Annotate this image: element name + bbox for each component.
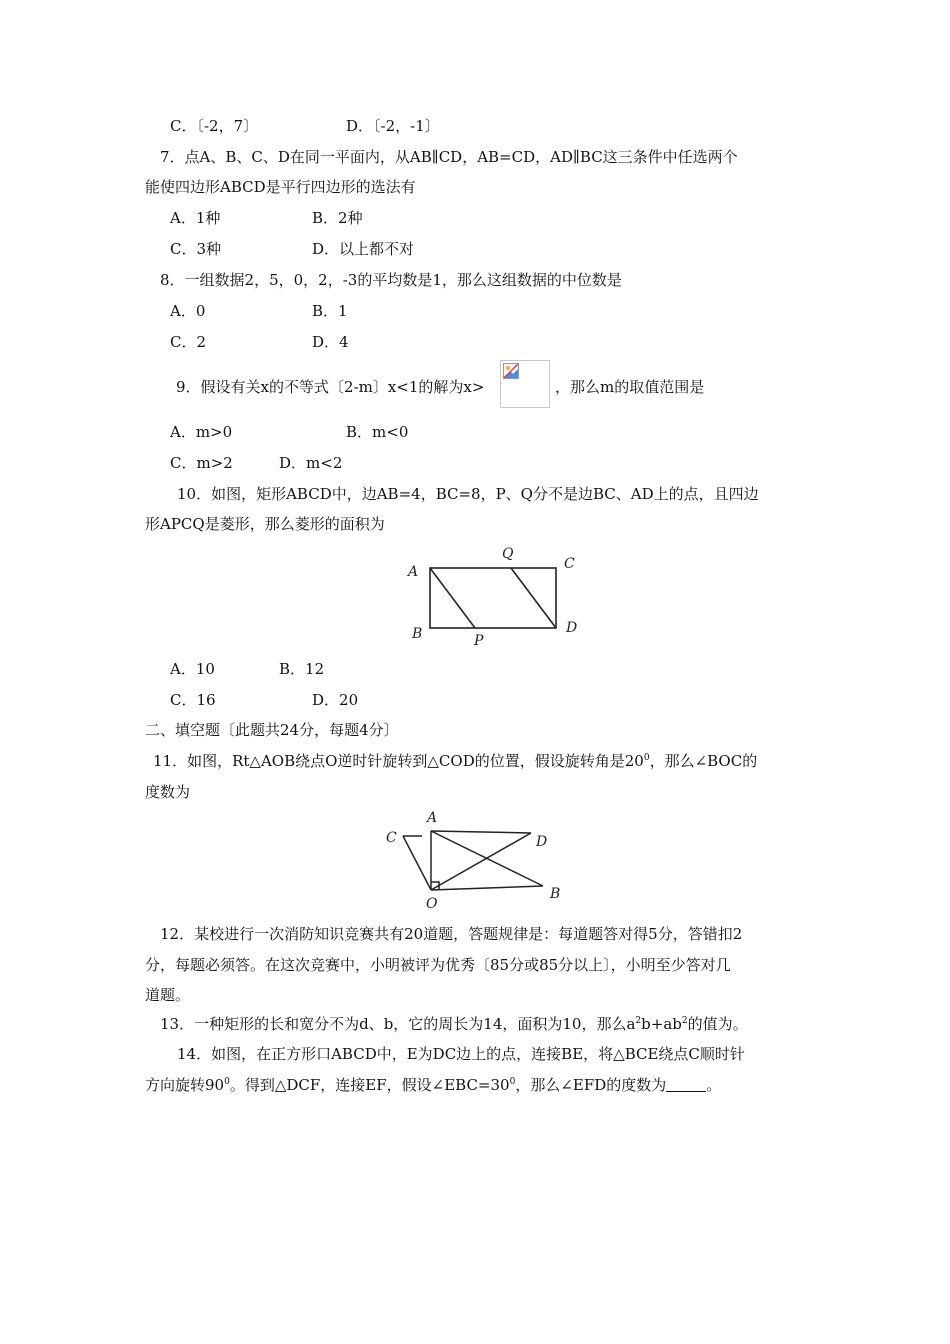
q13-stem-mid: b+ab [641, 1015, 682, 1033]
section-heading: 二、填空题〔此题共24分，每题4分〕 [145, 721, 399, 739]
fig-label-d: D [536, 834, 548, 850]
q11-stem-line2: 度数为 [145, 783, 191, 801]
fig-label-a: A [408, 564, 419, 580]
q11-degree-sup: 0 [643, 753, 650, 763]
q10-option-a: A．10 [170, 660, 215, 678]
q7-option-a: A．1种 [170, 209, 221, 227]
q9-option-b: B．m<0 [346, 423, 409, 441]
q13-stem-pre: 13．一种矩形的长和宽分不为d、b，它的周长为14，面积为10，那么a [160, 1015, 636, 1033]
q8-stem: 8．一组数据2，5，0，2，-3的平均数是1，那么这组数据的中位数是 [160, 271, 622, 289]
q9-stem-post: ，那么m的取值范围是 [555, 378, 705, 396]
q10-option-b: B．12 [279, 660, 325, 678]
q7-option-b: B．2种 [312, 209, 363, 227]
q8-option-b: B．1 [312, 302, 348, 320]
fig-label-b: B [412, 626, 423, 642]
q12-stem-line1: 12．某校进行一次消防知识竞赛共有20道题，答题规律是：每道题答对得5分，答错扣2 [160, 925, 743, 943]
q14-stem-part-b: 。得到△DCF，连接EF，假设∠EBC=30 [229, 1076, 510, 1094]
q11-stem-post: ，那么∠BOC的 [649, 752, 758, 770]
q7-stem-line1: 7．点A、B、C、D在同一平面内，从AB∥CD，AB=CD，AD∥BC这三条件中任选两个 [160, 148, 738, 166]
q11-stem-pre: 11．如图，Rt△AOB绕点O逆时针旋转到△COD的位置，假设旋转角是20 [153, 752, 644, 770]
q13-stem-post: 的值为。 [687, 1015, 748, 1033]
fig-label-c: C [386, 830, 397, 846]
q12-stem-line2: 分，每题必须答。在这次竞赛中，小明被评为优秀〔85分或85分以上〕，小明至少答对几 [145, 956, 731, 974]
q7-option-c: C．3种 [170, 240, 222, 258]
q11-rotation-figure [380, 808, 570, 914]
fig-label-a: A [427, 810, 438, 826]
q8-option-d: D．4 [312, 333, 349, 351]
broken-image-icon [500, 360, 550, 408]
q14-stem-line2 [145, 1075, 721, 1095]
q8-option-c: C．2 [170, 333, 207, 351]
q14-degree-sup-2: 0 [509, 1077, 516, 1087]
fig-label-d: D [566, 620, 578, 636]
q10-rhombus-figure [400, 540, 590, 652]
q10-option-d: D．20 [312, 691, 359, 709]
q9-option-d: D．m<2 [279, 454, 343, 472]
q9-stem-pre: 9．假设有关x的不等式〔2-m〕x<1的解为x> [176, 378, 485, 396]
answer-blank [666, 1077, 706, 1092]
q6-option-d: D．〔-2，-1〕 [346, 117, 440, 135]
fig-label-p: P [474, 633, 484, 649]
q7-option-d: D．以上都不对 [312, 240, 415, 258]
q9-option-c: C．m>2 [170, 454, 233, 472]
q13-stem [160, 1014, 748, 1034]
q13-exponent-1: 2 [635, 1016, 642, 1026]
q13-exponent-2: 2 [681, 1016, 688, 1026]
q10-option-c: C．16 [170, 691, 216, 709]
q9-option-a: A．m>0 [170, 423, 233, 441]
fig-label-o: O [426, 896, 438, 912]
q14-stem-line1: 14．如图，在正方形口ABCD中，E为DC边上的点，连接BE，将△BCE绕点C顺时针 [177, 1045, 745, 1063]
q14-degree-sup-1: 0 [224, 1077, 230, 1087]
q8-option-a: A．0 [170, 302, 206, 320]
fig-label-q: Q [502, 546, 514, 562]
q7-stem-line2: 能使四边形ABCD是平行四边形的选法有 [145, 178, 416, 196]
q11-stem-line1 [153, 751, 757, 771]
q14-stem-part-a: 方向旋转90 [145, 1076, 225, 1094]
fig-label-c: C [564, 556, 575, 572]
q6-option-c: C．〔-2，7〕 [170, 117, 259, 135]
q14-stem-end: 。 [706, 1076, 722, 1094]
q12-stem-line3: 道题。 [145, 986, 191, 1004]
q14-stem-part-c: ，那么∠EFD的度数为 [515, 1076, 667, 1094]
fig-label-b: B [550, 886, 561, 902]
q10-stem-line2: 形APCQ是菱形，那么菱形的面积为 [145, 515, 385, 533]
q10-stem-line1: 10．如图，矩形ABCD中，边AB=4，BC=8，P、Q分不是边BC、AD上的点，且四边 [177, 485, 759, 503]
